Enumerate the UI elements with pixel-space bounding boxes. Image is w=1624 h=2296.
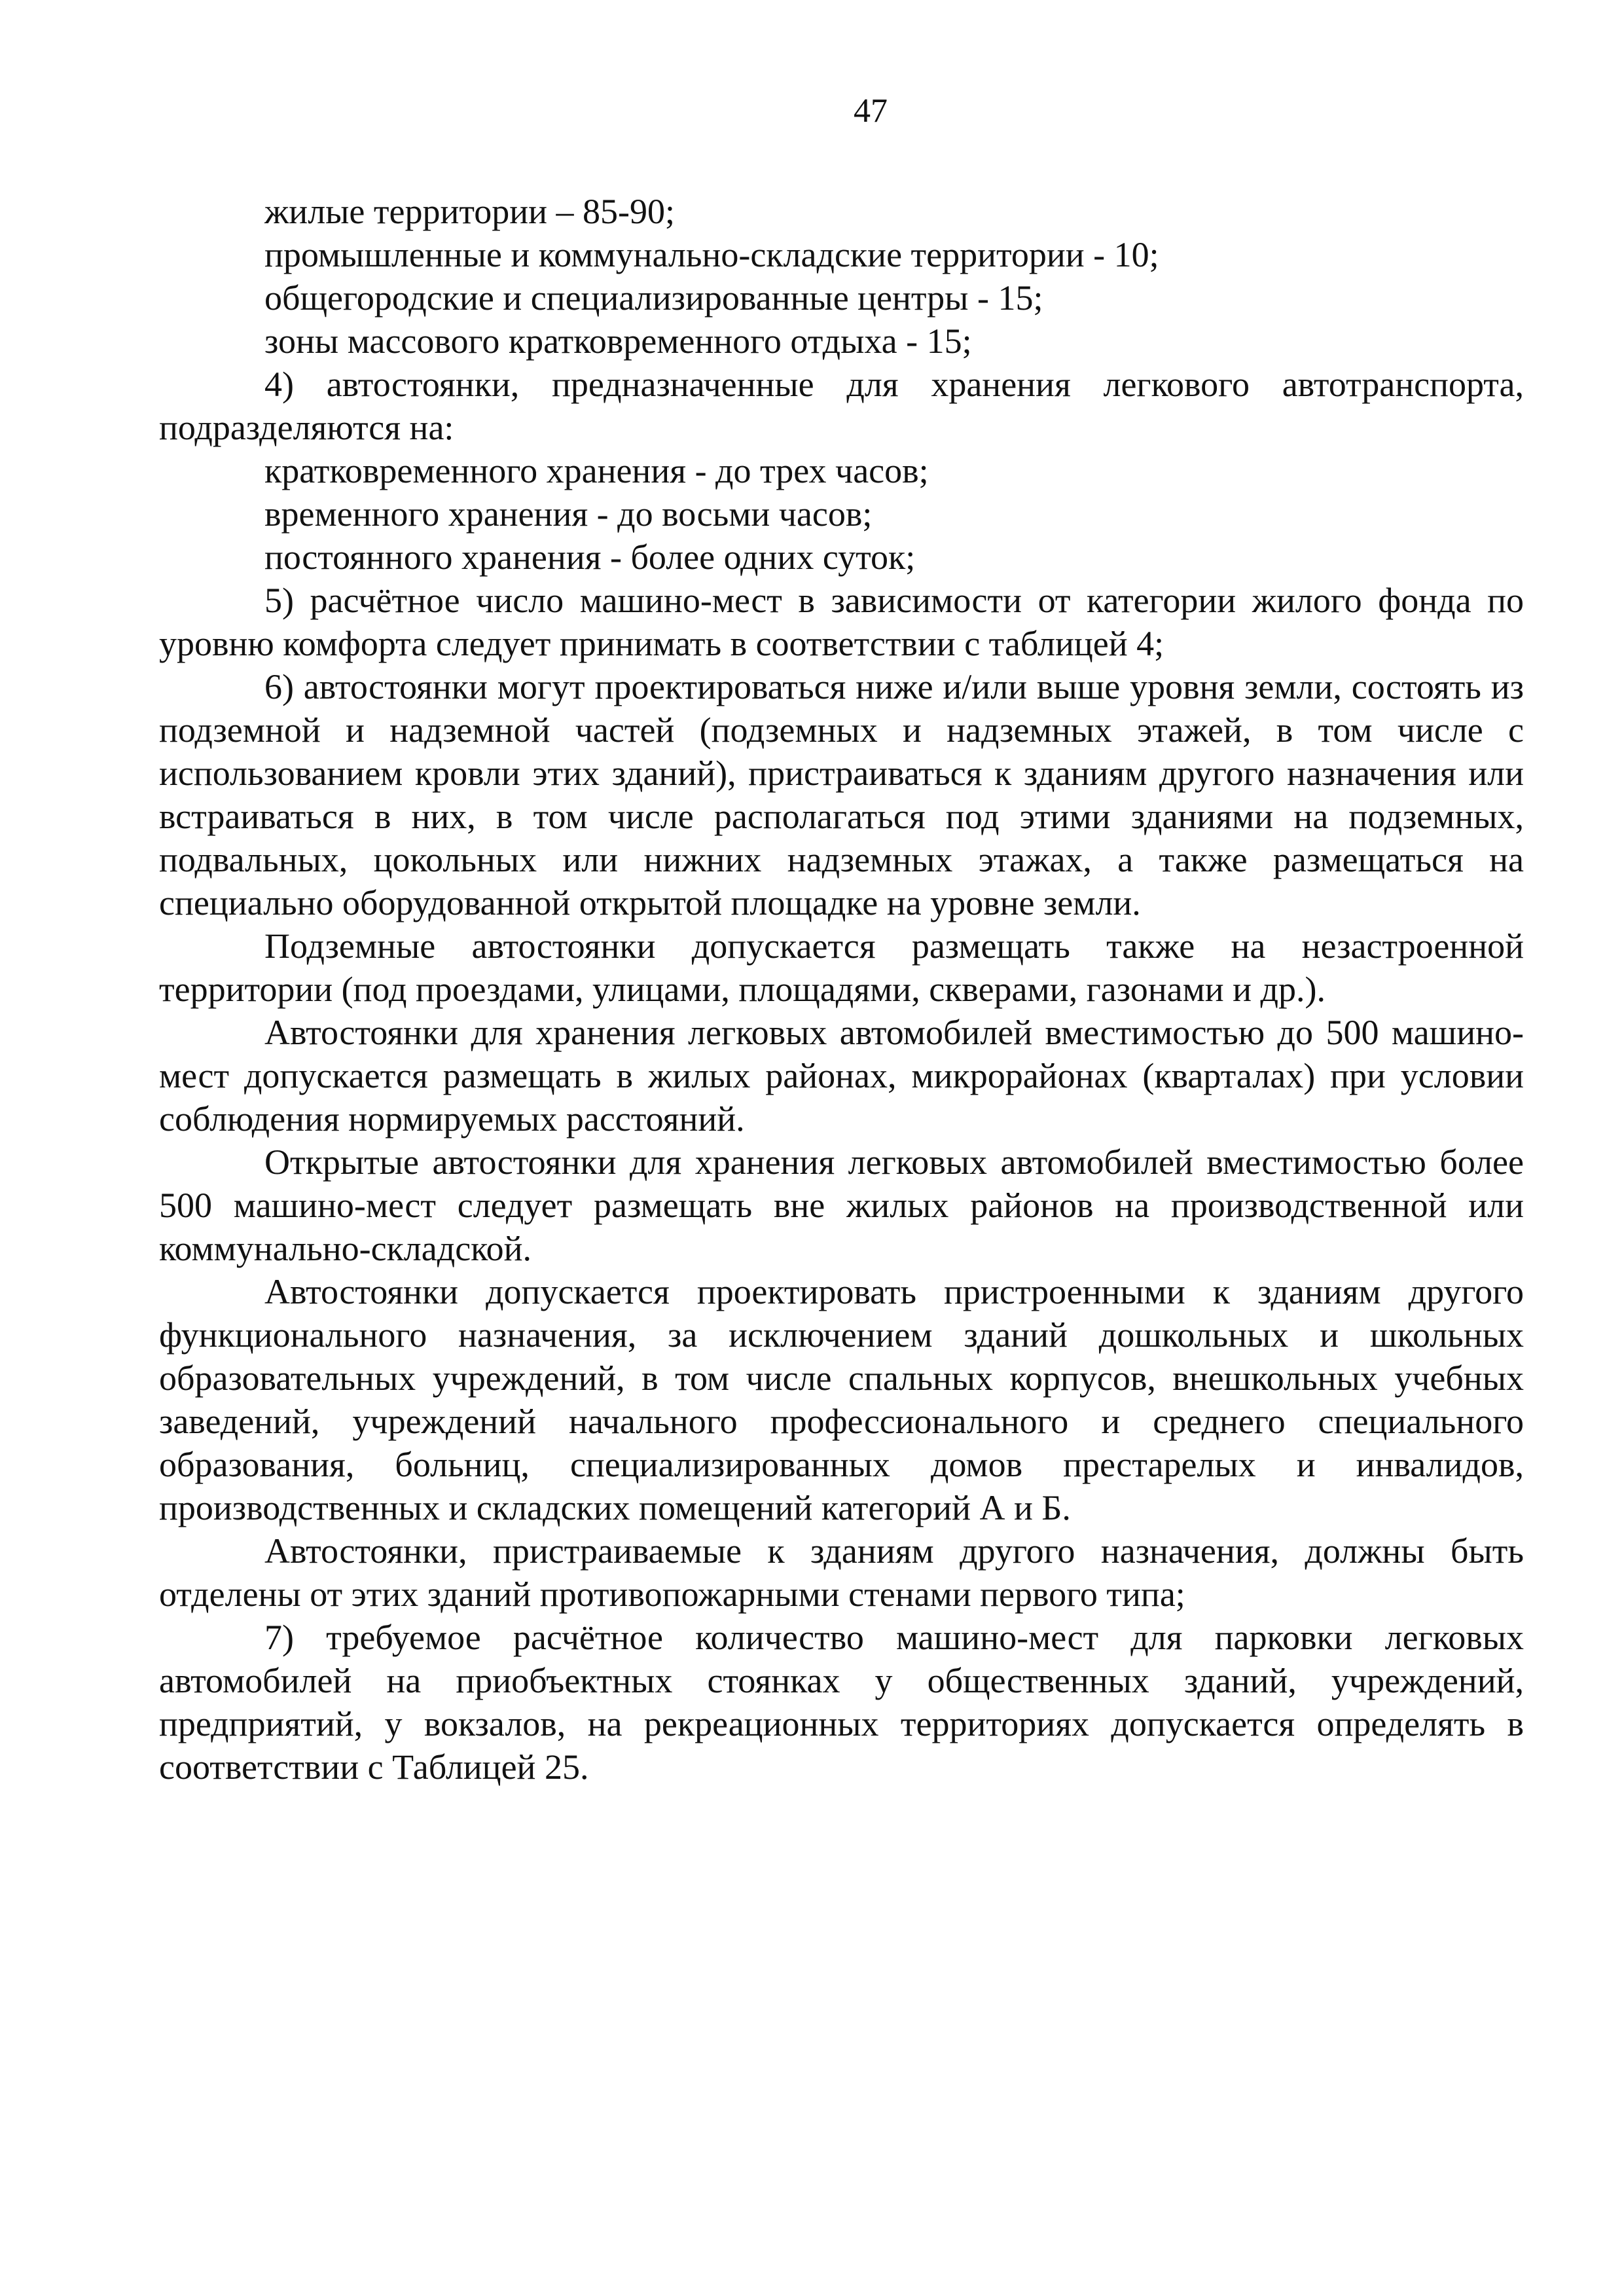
paragraph-open-parking-over-500: Открытые автостоянки для хранения легковых автомобилей вместимостью более 500 машино-мест следует размещать вне жилых районов на производственной или коммунально-складской. — [159, 1142, 1524, 1268]
paragraph-item-6: 6) автостоянки могут проектироваться ниже и/или выше уровня земли, состоять из подземной и надземной частей (подземных и надземных этажей, в том числе с использованием кровли этих зданий), пристраиваться к зданиям другого назначения или встраиваться в них, в том числе располагаться под этими зданиями на подземных, подвальных, цокольных или нижних надземных этажах, а также размещаться на специально оборудованной открытой площадке на уровне земли. — [159, 667, 1524, 922]
list-item-short-term-storage: кратковременного хранения - до трех часов; — [264, 451, 929, 490]
list-item-temporary-storage: временного хранения - до восьми часов; — [264, 494, 873, 534]
paragraph-parking-up-to-500: Автостоянки для хранения легковых автомобилей вместимостью до 500 машино-мест допускается размещать в жилых районах, микрорайонах (кварталах) при условии соблюдения нормируемых расстояний. — [159, 1013, 1524, 1139]
list-item-recreation-zones: зоны массового кратковременного отдыха - 15; — [264, 321, 972, 361]
list-item-city-centers: общегородские и специализированные центры - 15; — [264, 278, 1043, 318]
paragraph-item-4: 4) автостоянки, предназначенные для хранения легкового автотранспорта, подразделяются на: — [159, 365, 1524, 447]
list-item-permanent-storage: постоянного хранения - более одних суток; — [264, 538, 916, 577]
paragraph-item-7: 7) требуемое расчётное количество машино-мест для парковки легковых автомобилей на приобъектных стоянках у общественных зданий, учреждений, предприятий, у вокзалов, на рекреационных территориях допускается определять в соответствии с Таблицей 25. — [159, 1618, 1524, 1787]
document-body — [159, 190, 1524, 1789]
paragraph-item-5: 5) расчётное число машино-мест в зависимости от категории жилого фонда по уровню комфорта следует принимать в соответствии с таблицей 4; — [159, 581, 1524, 663]
list-item-residential: жилые территории – 85-90; — [264, 192, 676, 231]
paragraph-firewalls: Автостоянки, пристраиваемые к зданиям другого назначения, должны быть отделены от этих зданий противопожарными стенами первого типа; — [159, 1531, 1524, 1614]
list-item-industrial: промышленные и коммунально-складские территории - 10; — [264, 235, 1159, 274]
page-number: 47 — [854, 92, 888, 130]
paragraph-attached-parking: Автостоянки допускается проектировать пристроенными к зданиям другого функционального назначения, за исключением зданий дошкольных и школьных образовательных учреждений, в том числе спальных корпусов, внешкольных учебных заведений, учреждений начального профессионального и среднего специального образования, больниц, специализированных домов престарелых и инвалидов, производственных и складских помещений категорий А и Б. — [159, 1272, 1524, 1527]
paragraph-underground-parking: Подземные автостоянки допускается размещать также на незастроенной территории (под проездами, улицами, площадями, скверами, газонами и др.). — [159, 926, 1524, 1009]
